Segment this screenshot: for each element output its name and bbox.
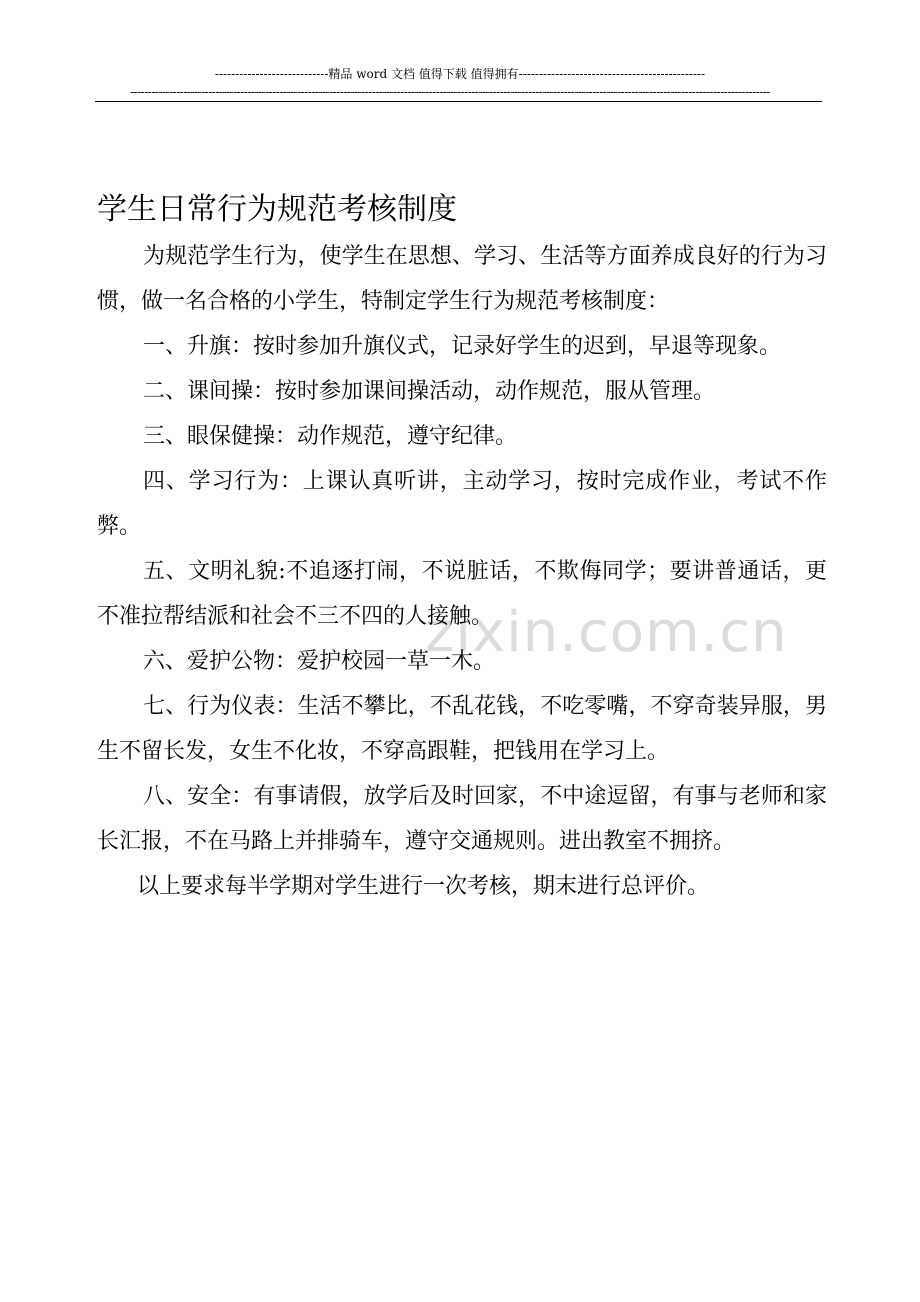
- intro-paragraph: 为规范学生行为，使学生在思想、学习、生活等方面养成良好的行为习惯，做一名合格的小学生，特制定学生行为规范考核制度：: [97, 244, 827, 314]
- rule-5-manners: 五、文明礼貌:不追逐打闹，不说脏话，不欺侮同学；要讲普通话，更不准拉帮结派和社会不三不四的人接触。: [97, 559, 827, 629]
- page-header-banner: ----------------------------精品 word 文档 值得下载 值得拥有----------------------------------------------: [214, 67, 706, 81]
- page-header-dashes: ------------------------------------------------------------------------------------------------------------------------------------------------------------------------------------: [130, 86, 770, 98]
- rule-8-safety: 八、安全：有事请假，放学后及时回家，不中途逗留，有事与老师和家长汇报，不在马路上并排骑车，遵守交通规则。进出教室不拥挤。: [97, 784, 827, 854]
- rule-3-eye-exercise: 三、眼保健操：动作规范，遵守纪律。: [143, 424, 518, 449]
- document-body: [97, 186, 827, 909]
- rule-1-flag-raising: 一、升旗：按时参加升旗仪式，记录好学生的迟到，早退等现象。: [143, 334, 782, 359]
- rule-7-appearance: 七、行为仪表：生活不攀比，不乱花钱，不吃零嘴，不穿奇装异服，男生不留长发，女生不化妆，不穿高跟鞋，把钱用在学习上。: [97, 694, 827, 764]
- closing-paragraph: 以上要求每半学期对学生进行一次考核，期末进行总评价。: [137, 874, 710, 899]
- rule-6-public-property: 六、爱护公物：爱护校园一草一木。: [143, 649, 496, 674]
- rule-4-study: 四、学习行为：上课认真听讲，主动学习，按时完成作业，考试不作弊。: [97, 469, 827, 539]
- document-title: 学生日常行为规范考核制度: [97, 192, 457, 227]
- watermark: zixin.com.cn: [425, 600, 788, 665]
- rule-2-exercise: 二、课间操：按时参加课间操活动，动作规范，服从管理。: [143, 379, 716, 404]
- header-divider: [95, 101, 822, 102]
